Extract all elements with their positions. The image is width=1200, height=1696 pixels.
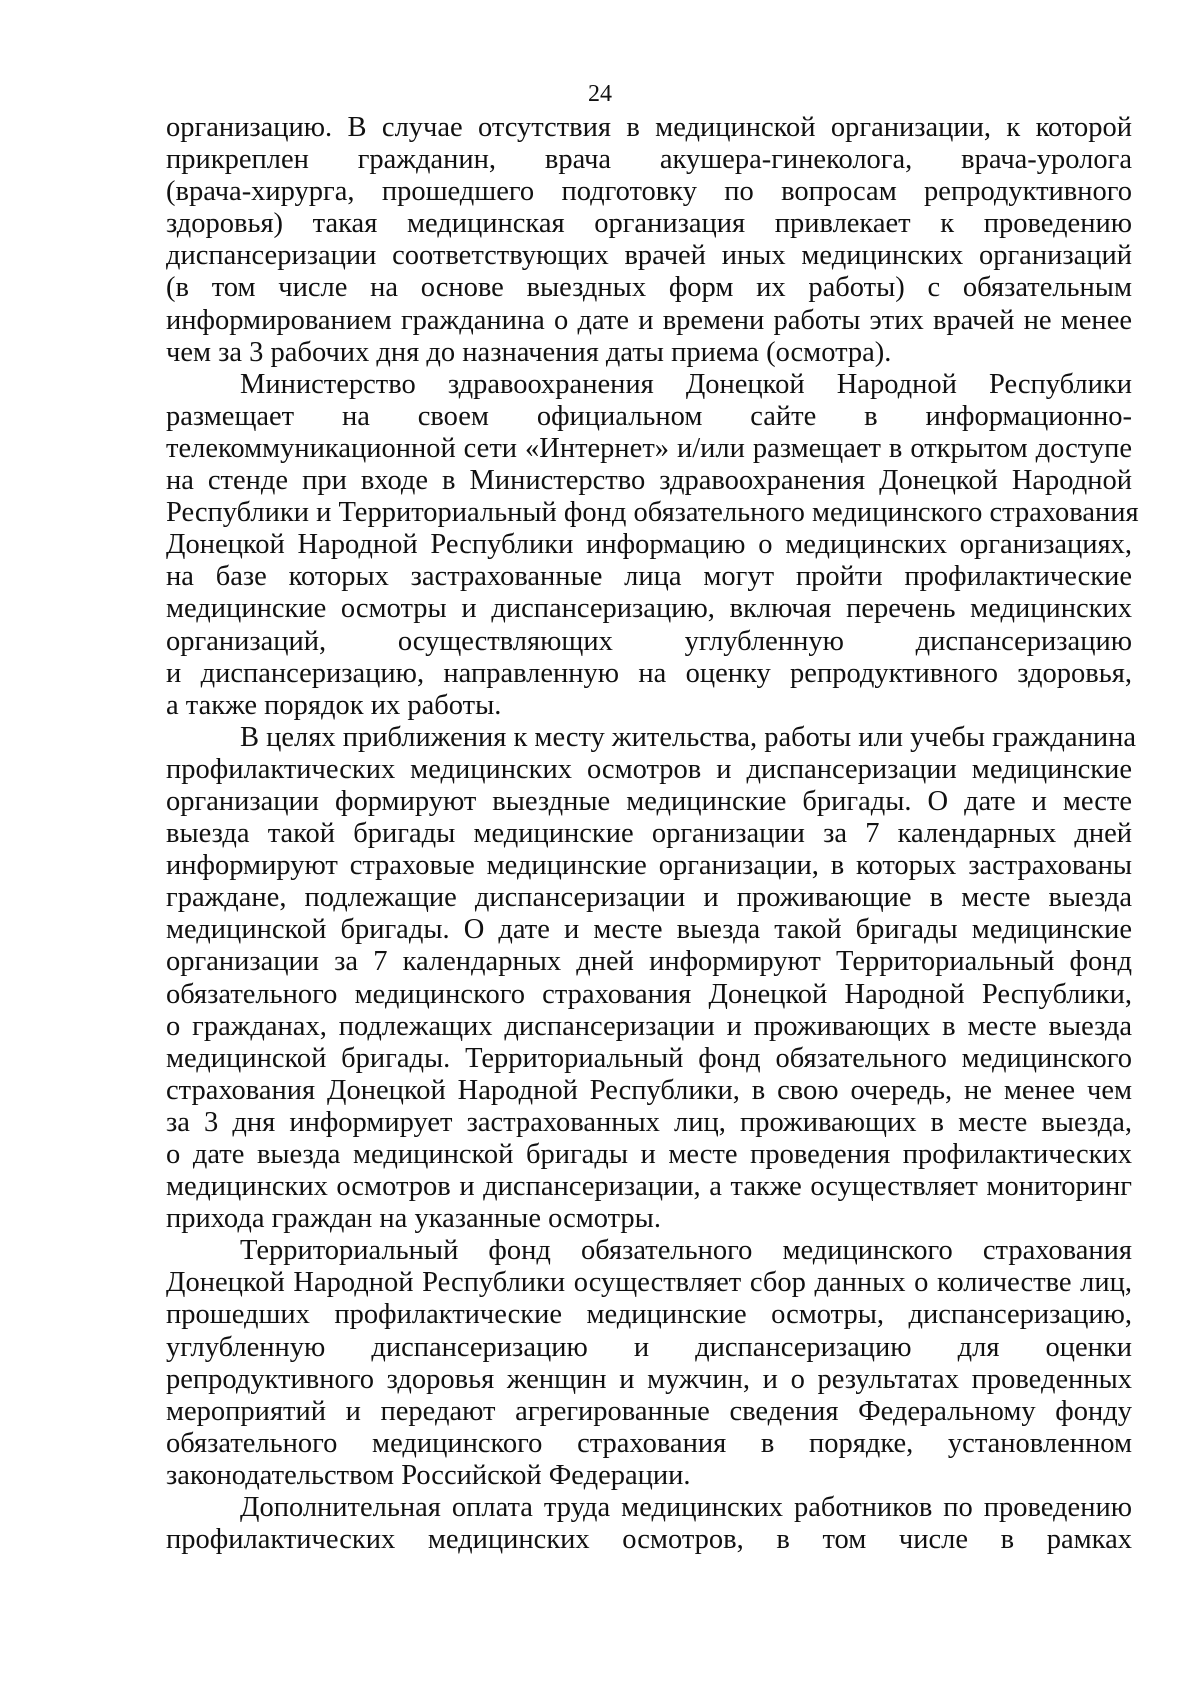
text-line: профилактических медицинских осмотров и диспансеризации медицинские (166, 753, 1132, 785)
text-line: размещает на своем официальном сайте в информационно- (166, 400, 1132, 432)
text-line: медицинские осмотры и диспансеризацию, включая перечень медицинских (166, 593, 1132, 625)
text-line: обязательного медицинского страхования в порядке, установленном (166, 1427, 1132, 1459)
text-line: медицинских осмотров и диспансеризации, а также осуществляет мониторинг (166, 1171, 1132, 1203)
paragraph (166, 721, 1136, 1236)
text-line: телекоммуникационной сети «Интернет» и/или размещает в открытом доступе (166, 432, 1132, 464)
text-line: медицинской бригады. Территориальный фонд обязательного медицинского (166, 1042, 1132, 1074)
text-line: за 3 дня информирует застрахованных лиц, проживающих в месте выезда, (166, 1106, 1132, 1138)
paragraph (166, 368, 1139, 722)
text-line: на базе которых застрахованные лица могут пройти профилактические (166, 561, 1132, 593)
text-line: законодательством Российской Федерации. (166, 1459, 691, 1491)
text-line: организаций, осуществляющих углубленную диспансеризацию (166, 625, 1132, 657)
text-line: чем за 3 рабочих дня до назначения даты приема (осмотра). (166, 336, 892, 368)
text-line: мероприятий и передают агрегированные сведения Федеральному фонду (166, 1395, 1132, 1427)
text-line: а также порядок их работы. (166, 689, 502, 721)
paragraph (166, 112, 1132, 369)
text-line: Дополнительная оплата труда медицинских работников по проведению (240, 1492, 1132, 1524)
text-line: о дате выезда медицинской бригады и месте проведения профилактических (166, 1139, 1132, 1170)
text-line: профилактических медицинских осмотров, в том числе в рамках (166, 1524, 1132, 1556)
text-line: (врача-хирурга, прошедшего подготовку по вопросам репродуктивного (166, 176, 1132, 208)
text-line: выезда такой бригады медицинские организации за 7 календарных дней (166, 818, 1132, 850)
text-line: (в том числе на основе выездных форм их работы) с обязательным (166, 272, 1132, 304)
text-line: организации формируют выездные медицинские бригады. О дате и месте (166, 785, 1132, 817)
paragraph (166, 1492, 1132, 1556)
text-line: организацию. В случае отсутствия в медицинской организации, к которой (166, 112, 1132, 143)
text-line: организации за 7 календарных дней информируют Территориальный фонд (166, 946, 1132, 978)
text-line: Министерство здравоохранения Донецкой Народной Республики (240, 368, 1132, 400)
text-line: информированием гражданина о дате и времени работы этих врачей не менее (166, 304, 1132, 336)
text-line: прошедших профилактические медицинские осмотры, диспансеризацию, (166, 1299, 1132, 1331)
text-line: обязательного медицинского страхования Донецкой Народной Республики, (166, 978, 1132, 1010)
page-number: 24 (588, 81, 612, 107)
text-line: диспансеризации соответствующих врачей иных медицинских организаций (166, 240, 1132, 272)
text-line: о гражданах, подлежащих диспансеризации и проживающих в месте выезда (166, 1010, 1132, 1042)
text-line: прихода граждан на указанные осмотры. (166, 1203, 661, 1235)
text-line: медицинской бригады. О дате и месте выезда такой бригады медицинские (166, 914, 1132, 946)
text-line: на стенде при входе в Министерство здравоохранения Донецкой Народной (166, 465, 1132, 497)
text-line: Территориальный фонд обязательного медицинского страхования (240, 1235, 1132, 1267)
text-line: прикреплен гражданин, врача акушера-гинеколога, врача-уролога (166, 144, 1132, 176)
text-line: Донецкой Народной Республики информацию о медицинских организациях, (166, 529, 1132, 561)
text-line: страхования Донецкой Народной Республики, в свою очередь, не менее чем (166, 1074, 1132, 1106)
text-line: здоровья) такая медицинская организация привлекает к проведению (166, 208, 1132, 240)
document-body (166, 112, 1139, 1556)
text-line: Донецкой Народной Республики осуществляет сбор данных о количестве лиц, (166, 1267, 1132, 1299)
text-line: граждане, подлежащие диспансеризации и проживающие в месте выезда (166, 882, 1132, 914)
text-line: информируют страховые медицинские организации, в которых застрахованы (166, 850, 1132, 882)
paragraph (166, 1235, 1132, 1492)
text-line: Республики и Территориальный фонд обязательного медицинского страхования (166, 497, 1139, 529)
text-line: В целях приближения к месту жительства, работы или учебы гражданина (240, 721, 1136, 753)
text-line: углубленную диспансеризацию и диспансеризацию для оценки (166, 1331, 1132, 1363)
text-line: репродуктивного здоровья женщин и мужчин, и о результатах проведенных (166, 1363, 1132, 1395)
text-line: и диспансеризацию, направленную на оценку репродуктивного здоровья, (166, 657, 1132, 689)
